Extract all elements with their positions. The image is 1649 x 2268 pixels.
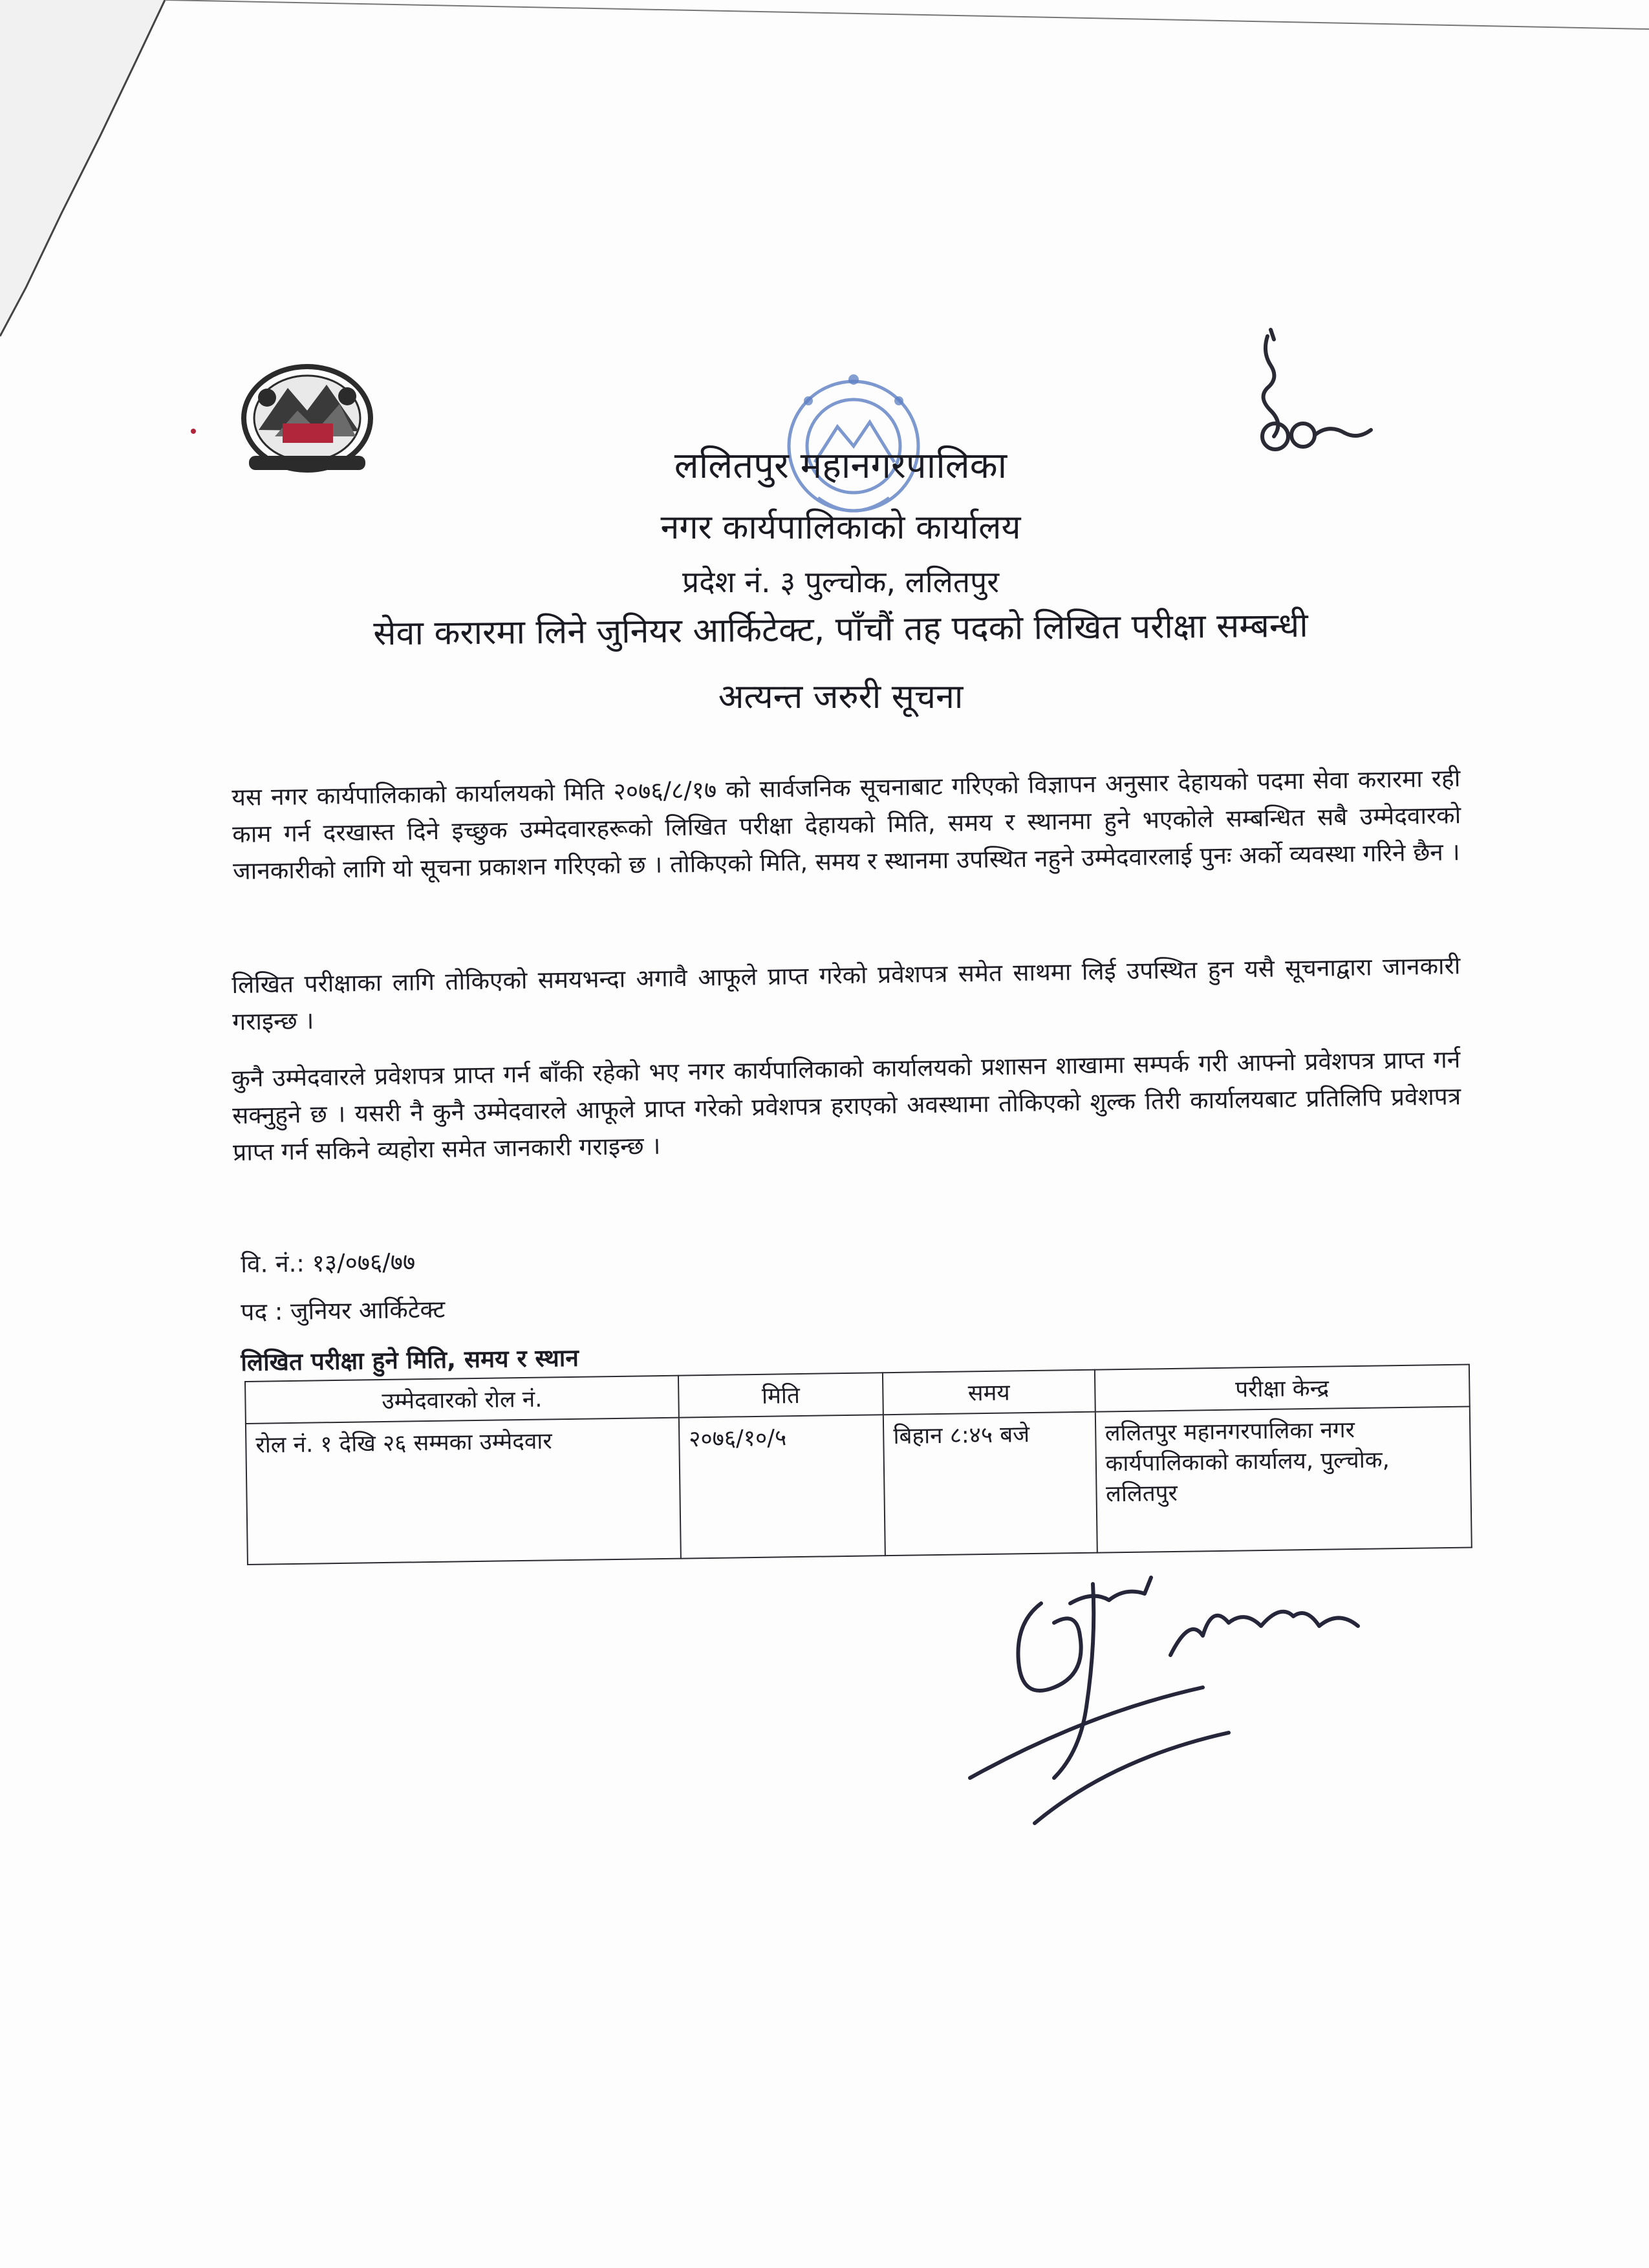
column-header-time: समय: [883, 1370, 1095, 1415]
cell-exam-date: २०७६/१०/५: [679, 1415, 885, 1558]
body-paragraph-1: यस नगर कार्यपालिकाको कार्यालयको मिति २०७६/८/१७ को सार्वजनिक सूचनाबाट गरिएको विज्ञापन अनुसार देहायको पदमा सेवा करारमा रही काम गर्न दरखास्त दिने इच्छुक उम्मेदवारहरूको लिखित परीक्षा देहायको मिति, समय र स्थानमा हुने भएकोले सम्बन्धित सबै उम्मेदवारको जानकारीको लागि यो सूचना प्रकाशन गरिएको छ । तोकिएको मिति, समय र स्थानमा उपस्थित नहुने उम्मेदवारलाई पुनः अर्को व्यवस्था गरिने छैन ।: [232, 764, 1461, 885]
table-row: [246, 1407, 1472, 1565]
body-paragraph-2: लिखित परीक्षाका लागि तोकिएको समयभन्दा अगावै आफूले प्राप्त गरेको प्रवेशपत्र समेत साथमा लिई उपस्थित हुन यसै सूचनाद्वारा जानकारी गराइन्छ ।: [232, 952, 1461, 1036]
column-header-venue: परीक्षा केन्द्र: [1094, 1365, 1469, 1412]
column-header-roll: उम्मेदवारको रोल नं.: [245, 1376, 679, 1424]
office-name: ललितपुर महानगरपालिका: [674, 445, 1008, 487]
ink-dot: [191, 429, 196, 434]
body-paragraph-3: कुनै उम्मेदवारले प्रवेशपत्र प्राप्त गर्न बाँकी रहेको भए नगर कार्यपालिकाको कार्यालयको प्रशासन शाखामा सम्पर्क गरी आफ्नो प्रवेशपत्र प्राप्त गर्न सक्नुहुने छ । यसरी नै कुनै उम्मेदवारले आफूले प्राप्त गरेको प्रवेशपत्र हराएको अवस्थामा तोकिएको शुल्क तिरी कार्यालयबाट प्रतिलिपि प्रवेशपत्र प्राप्त गर्न सकिने व्यहोरा समेत जानकारी गराइन्छ ।: [232, 1045, 1461, 1166]
exam-schedule-table: [244, 1364, 1472, 1565]
notice-title: अत्यन्त जरुरी सूचना: [718, 678, 964, 716]
office-subtitle: नगर कार्यपालिकाको कार्यालय: [660, 508, 1021, 547]
post-name: पद : जुनियर आर्किटेक्ट: [241, 1295, 446, 1326]
office-address: प्रदेश नं. ३ पुल्चोक, ललितपुर: [682, 564, 1000, 599]
cell-exam-time: बिहान ८:४५ बजे: [883, 1412, 1097, 1556]
cell-exam-venue: ललितपुर महानगरपालिका नगर कार्यपालिकाको कार्यालय, पुल्चोक, ललितपुर: [1095, 1407, 1471, 1553]
reference-number: वि. नं.: १३/०७६/७७: [241, 1248, 416, 1278]
official-signature: [957, 1565, 1377, 1836]
column-header-date: मिति: [678, 1373, 883, 1417]
cell-roll-range: रोल नं. १ देखि २६ सम्मका उम्मेदवार: [246, 1418, 681, 1565]
notice-subject: सेवा करारमा लिने जुनियर आर्किटेक्ट, पाँचौं तह पदको लिखित परीक्षा सम्बन्धी: [373, 606, 1308, 654]
exam-schedule-heading: लिखित परीक्षा हुने मिति, समय र स्थान: [241, 1343, 579, 1376]
